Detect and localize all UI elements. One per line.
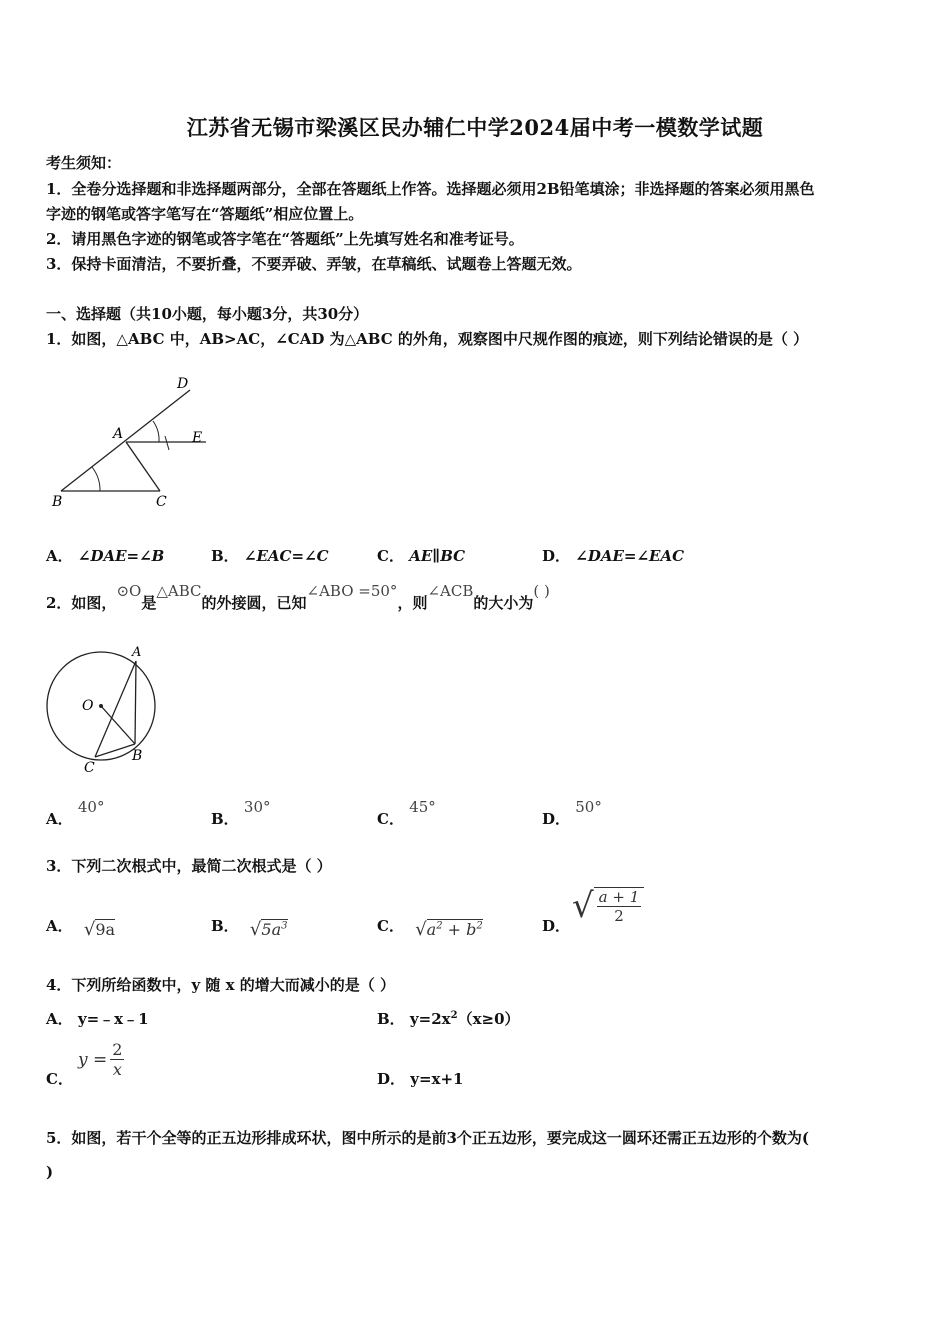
q1-label-a: A bbox=[113, 426, 124, 442]
q4-option-c[interactable] bbox=[46, 1040, 123, 1089]
q1-figure bbox=[40, 370, 220, 515]
q1-option-c[interactable] bbox=[377, 545, 465, 566]
section-heading: 一、选择题（共10小题，每小题3分，共30分） bbox=[46, 305, 369, 323]
radicand: 9a bbox=[95, 920, 116, 939]
sqrt-fraction: √ $\frac{a + 1}{2}$ bbox=[572, 887, 644, 925]
q2-option-a[interactable] bbox=[46, 798, 105, 829]
q2-stem-part: 是 bbox=[141, 594, 157, 612]
q3-option-a[interactable] bbox=[46, 915, 116, 940]
sqrt-expression: √9a bbox=[83, 919, 116, 940]
q2-answer-paren: ( ) bbox=[533, 582, 550, 600]
option-letter: A． bbox=[46, 547, 73, 565]
notice-item-3: 3．保持卡面清洁，不要折叠，不要弄破、弄皱，在草稿纸、试题卷上答题无效。 bbox=[46, 255, 582, 273]
q3-option-d[interactable] bbox=[542, 886, 640, 936]
option-letter: A． bbox=[46, 917, 73, 935]
q4-stem: 4．下列所给函数中，y 随 x 的增大而减小的是（ ） bbox=[46, 976, 395, 994]
option-letter: B． bbox=[211, 547, 239, 565]
exponent: 2 bbox=[476, 920, 483, 932]
q1-option-b[interactable] bbox=[211, 545, 329, 566]
q2-target-angle: ∠ACB bbox=[427, 582, 474, 600]
option-letter: A． bbox=[46, 1010, 73, 1028]
fraction-numerator: a + 1 bbox=[598, 888, 640, 906]
exponent: 2 bbox=[436, 920, 443, 932]
exponent: 2 bbox=[450, 1010, 458, 1021]
q5-stem-line2: ) bbox=[46, 1163, 54, 1181]
q4-option-d[interactable] bbox=[377, 1068, 463, 1089]
option-letter: B． bbox=[211, 917, 239, 935]
fraction-lhs: y = bbox=[78, 1049, 108, 1070]
q2-stem-part: ，则 bbox=[397, 594, 428, 612]
q2-figure bbox=[40, 640, 170, 780]
q4-option-a[interactable] bbox=[46, 1008, 149, 1029]
notice-item-1a: 1．全卷分选择题和非选择题两部分，全部在答题纸上作答。选择题必须用2B铅笔填涂；非选择题的答案必须用黑色 bbox=[46, 180, 815, 198]
fraction-denominator: x bbox=[112, 1060, 122, 1079]
q3-stem: 3．下列二次根式中，最简二次根式是（ ） bbox=[46, 857, 332, 875]
q2-triangle-symbol: △ABC bbox=[156, 582, 202, 600]
option-letter: D． bbox=[542, 917, 571, 935]
q2-circle-symbol: ⊙O bbox=[116, 582, 142, 600]
fraction-expression bbox=[78, 1040, 124, 1079]
radicand: a bbox=[426, 920, 437, 939]
q2-option-c[interactable] bbox=[377, 798, 436, 829]
option-text: y=x+1 bbox=[410, 1070, 464, 1088]
q3-option-c[interactable] bbox=[377, 915, 483, 940]
option-letter: B． bbox=[377, 1010, 405, 1028]
option-letter: A． bbox=[46, 810, 73, 828]
notice-heading: 考生须知： bbox=[46, 154, 122, 172]
q2-option-b[interactable] bbox=[211, 798, 271, 829]
option-text: 45° bbox=[409, 798, 436, 816]
q5-stem-line1: 5．如图，若干个全等的正五边形排成环状，图中所示的是前3个正五边形，要完成这一圆环还需正五边形的个数为( bbox=[46, 1129, 809, 1147]
q2-label-c: C bbox=[84, 760, 95, 776]
option-text: y=2x bbox=[409, 1010, 451, 1028]
q2-label-a: A bbox=[132, 645, 142, 660]
option-letter: C． bbox=[377, 917, 404, 935]
option-text: y=﹣x﹣1 bbox=[77, 1010, 149, 1028]
option-letter: C． bbox=[377, 810, 404, 828]
q2-label-o: O bbox=[82, 698, 94, 714]
q3-option-b[interactable] bbox=[211, 915, 288, 940]
radicand-part: + b bbox=[442, 920, 477, 939]
option-text: ∠DAE=∠EAC bbox=[575, 547, 685, 565]
q1-label-e: E bbox=[192, 430, 203, 446]
option-text: ∠DAE=∠B bbox=[77, 547, 165, 565]
sqrt-expression: $√5a^3$ bbox=[249, 919, 288, 940]
q1-label-d: D bbox=[177, 376, 189, 392]
q1-label-b: B bbox=[52, 494, 63, 510]
q1-stem: 1．如图，△ABC 中，AB>AC，∠CAD 为△ABC 的外角，观察图中尺规作图的痕迹，则下列结论错误的是（ ） bbox=[46, 330, 809, 348]
q2-stem-part: 的外接圆，已知 bbox=[201, 594, 307, 612]
option-text: 30° bbox=[243, 798, 271, 816]
option-letter: D． bbox=[377, 1070, 406, 1088]
fraction-denominator: 2 bbox=[614, 907, 624, 925]
option-letter: C． bbox=[46, 1070, 73, 1088]
q4-option-b[interactable] bbox=[377, 1008, 520, 1029]
q2-label-b: B bbox=[132, 748, 143, 764]
exponent: 3 bbox=[281, 920, 288, 932]
q1-option-a[interactable] bbox=[46, 545, 164, 566]
option-letter: B． bbox=[211, 810, 239, 828]
option-text: AE∥BC bbox=[409, 547, 466, 565]
page-title: 江苏省无锡市梁溪区民办辅仁中学2024届中考一模数学试题 bbox=[186, 115, 764, 140]
option-text: 40° bbox=[77, 798, 105, 816]
q2-stem bbox=[46, 582, 550, 613]
option-letter: C． bbox=[377, 547, 404, 565]
fraction-numerator: 2 bbox=[112, 1040, 123, 1059]
q2-stem-part: 的大小为 bbox=[473, 594, 534, 612]
notice-item-1b: 字迹的钢笔或答字笔写在“答题纸”相应位置上。 bbox=[46, 205, 364, 223]
sqrt-expression: $√a^2 + b^2$ bbox=[415, 919, 483, 940]
q2-given-angle: ∠ABO =50° bbox=[306, 582, 398, 600]
option-text-condition: （x≥0） bbox=[457, 1010, 520, 1028]
option-letter: D． bbox=[542, 547, 571, 565]
notice-item-2: 2．请用黑色字迹的钢笔或答字笔在“答题纸”上先填写姓名和准考证号。 bbox=[46, 230, 524, 248]
q1-label-c: C bbox=[156, 494, 167, 510]
radicand: 5a bbox=[261, 920, 282, 939]
option-text: ∠EAC=∠C bbox=[243, 547, 329, 565]
option-text: 50° bbox=[575, 798, 602, 816]
option-letter: D． bbox=[542, 810, 571, 828]
q2-stem-part: 2．如图， bbox=[46, 594, 117, 612]
q2-option-d[interactable] bbox=[542, 798, 602, 829]
q1-option-d[interactable] bbox=[542, 545, 684, 566]
